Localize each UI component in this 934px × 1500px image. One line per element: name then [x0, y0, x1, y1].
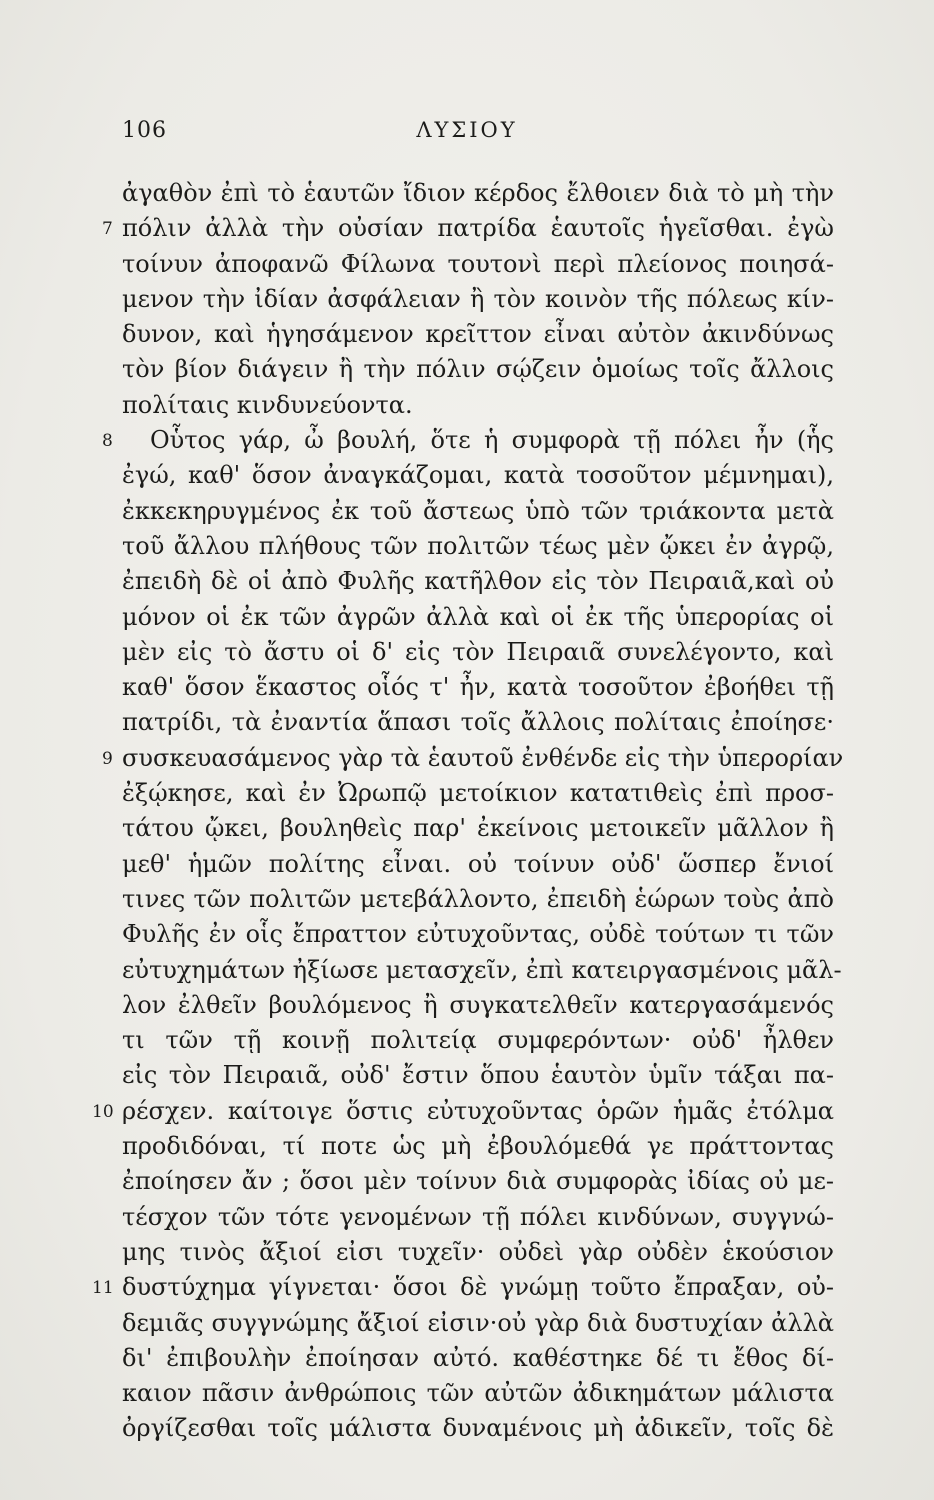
running-head [0, 118, 934, 148]
text-line [122, 635, 834, 670]
line-text: τὸν βίον διάγειν ἢ τὴν πόλιν σῴζειν ὁμοίως τοῖς ἄλλοις [122, 355, 834, 384]
text-line [122, 282, 834, 317]
running-title: ΛΥΣΙΟΥ [416, 118, 518, 142]
line-text: τι τῶν τῇ κοινῇ πολιτείᾳ συμφερόντων· οὐδ' ἦλθεν [122, 1026, 834, 1055]
line-text: πατρίδι, τὰ ἐναντία ἅπασι τοῖς ἄλλοις πολίταις ἐποίησε· [122, 708, 834, 737]
section-number: 11 [92, 1278, 114, 1299]
section-number: 10 [92, 1101, 114, 1122]
line-text: πολίταις κινδυνεύοντα. [122, 390, 413, 419]
line-text: μὲν εἰς τὸ ἄστυ οἱ δ' εἰς τὸν Πειραιᾶ συνελέγοντο, καὶ [122, 637, 834, 666]
line-text: Φυλῆς ἐν οἷς ἔπραττον εὐτυχοῦντας, οὐδὲ τούτων τι τῶν [122, 920, 834, 949]
line-text: μεθ' ἡμῶν πολίτης εἶναι. οὐ τοίνυν οὐδ' ὥσπερ ἔνιοί [122, 849, 834, 878]
text-line [122, 352, 834, 387]
text-line [122, 564, 834, 599]
text-line [122, 776, 834, 811]
body-text [92, 176, 844, 1447]
text-line [122, 176, 834, 211]
text-line [122, 882, 834, 917]
text-line [122, 247, 834, 282]
line-text: πόλιν ἀλλὰ τὴν οὐσίαν πατρίδα ἑαυτοῖς ἡγεῖσθαι. ἐγὼ [122, 214, 834, 243]
text-line [122, 1164, 834, 1199]
line-text: μης τινὸς ἄξιοί εἰσι τυχεῖν· οὐδεὶ γὰρ οὐδὲν ἑκούσιον [122, 1237, 834, 1266]
section-number: 8 [102, 431, 113, 452]
line-text: δι' ἐπιβουλὴν ἐποίησαν αὐτό. καθέστηκε δέ τι ἔθος δί- [122, 1343, 834, 1372]
text-line [122, 388, 834, 423]
line-text: τάτου ᾤκει, βουληθεὶς παρ' ἐκείνοις μετοικεῖν μᾶλλον ἢ [122, 814, 834, 843]
line-text: τοῦ ἄλλου πλήθους τῶν πολιτῶν τέως μὲν ᾤκει ἐν ἀγρῷ, [122, 531, 834, 560]
text-line [122, 494, 834, 529]
line-text: εἰς τὸν Πειραιᾶ, οὐδ' ἔστιν ὅπου ἑαυτὸν ὑμῖν τάξαι πα- [122, 1061, 834, 1090]
line-text: ἐκκεκηρυγμένος ἐκ τοῦ ἄστεως ὑπὸ τῶν τριάκοντα μετὰ [122, 496, 834, 525]
line-text: ἐποίησεν ἄν ; ὅσοι μὲν τοίνυν διὰ συμφορὰς ἰδίας οὐ με- [122, 1167, 834, 1196]
text-line [122, 988, 834, 1023]
text-line [122, 1058, 834, 1093]
text-line [122, 1411, 834, 1446]
line-text: δυστύχημα γίγνεται· ὅσοι δὲ γνώμῃ τοῦτο ἔπραξαν, οὐ- [122, 1273, 834, 1302]
text-line [122, 1306, 834, 1341]
text-line [102, 211, 834, 246]
line-text: ἐγώ, καθ' ὅσον ἀναγκάζομαι, κατὰ τοσοῦτον μέμνημαι), [122, 461, 834, 490]
text-line [122, 1023, 834, 1058]
line-text: μόνον οἱ ἐκ τῶν ἀγρῶν ἀλλὰ καὶ οἱ ἐκ τῆς ὑπερορίας οἱ [122, 602, 834, 631]
line-text: συσκευασάμενος γὰρ τὰ ἑαυτοῦ ἐνθένδε εἰς τὴν ὑπερορίαν [122, 743, 844, 772]
section-number: 7 [102, 219, 113, 240]
text-line [122, 1129, 834, 1164]
line-text: τέσχον τῶν τότε γενομένων τῇ πόλει κινδύνων, συγγνώ- [122, 1202, 834, 1231]
page-number: 106 [122, 118, 167, 143]
text-line [122, 1376, 834, 1411]
line-text: μενον τὴν ἰδίαν ἀσφάλειαν ἢ τὸν κοινὸν τῆς πόλεως κίν- [122, 284, 834, 313]
line-text: ἀγαθὸν ἐπὶ τὸ ἑαυτῶν ἴδιον κέρδος ἔλθοιεν διὰ τὸ μὴ τὴν [122, 179, 834, 207]
line-text: καθ' ὅσον ἕκαστος οἷός τ' ἦν, κατὰ τοσοῦτον ἐβοήθει τῇ [122, 673, 834, 702]
line-text: τινες τῶν πολιτῶν μετεβάλλοντο, ἐπειδὴ ἑώρων τοὺς ἀπὸ [122, 884, 834, 913]
line-text: δεμιᾶς συγγνώμης ἄξιοί εἰσιν·οὐ γὰρ διὰ δυστυχίαν ἀλλὰ [122, 1308, 834, 1337]
line-text: εὐτυχημάτων ἠξίωσε μετασχεῖν, ἐπὶ κατειργασμένοις μᾶλ- [122, 955, 842, 984]
text-line [122, 1200, 834, 1235]
text-line [122, 917, 834, 952]
line-text: ἐξῴκησε, καὶ ἐν Ὠρωπῷ μετοίκιον κατατιθεὶς ἐπὶ προσ- [122, 779, 834, 808]
line-text: δυνον, καὶ ἡγησάμενον κρεῖττον εἶναι αὐτὸν ἀκινδύνως [122, 320, 834, 349]
text-line [122, 670, 834, 705]
line-text: ἐπειδὴ δὲ οἱ ἀπὸ Φυλῆς κατῆλθον εἰς τὸν Πειραιᾶ,καὶ οὐ [122, 567, 834, 596]
text-line [122, 600, 834, 635]
text-line [122, 705, 834, 740]
text-line [92, 1270, 834, 1305]
line-text: προδιδόναι, τί ποτε ὡς μὴ ἐβουλόμεθά γε πράττοντας [122, 1132, 834, 1161]
text-line [122, 317, 834, 352]
text-line [102, 741, 844, 776]
section-number: 9 [102, 748, 113, 769]
text-line [122, 458, 834, 493]
text-line [122, 1235, 834, 1270]
line-text: Οὗτος γάρ, ὦ βουλή, ὅτε ἡ συμφορὰ τῇ πόλει ἦν (ἧς [150, 426, 834, 455]
line-text: καιον πᾶσιν ἀνθρώποις τῶν αὐτῶν ἀδικημάτων μάλιστα [122, 1379, 834, 1408]
line-text: τοίνυν ἀποφανῶ Φίλωνα τουτονὶ περὶ πλείονος ποιησά- [122, 249, 834, 278]
text-line [122, 1341, 834, 1376]
text-line [92, 1094, 834, 1129]
text-line [102, 423, 834, 458]
text-line [122, 529, 834, 564]
line-text: ρέσχεν. καίτοιγε ὅστις εὐτυχοῦντας ὁρῶν ἡμᾶς ἐτόλμα [122, 1096, 834, 1125]
line-text: ὀργίζεσθαι τοῖς μάλιστα δυναμένοις μὴ ἀδικεῖν, τοῖς δὲ [122, 1414, 834, 1443]
text-line [122, 847, 834, 882]
text-line [122, 953, 842, 988]
text-line [122, 811, 834, 846]
line-text: λον ἐλθεῖν βουλόμενος ἢ συγκατελθεῖν κατεργασάμενός [122, 990, 834, 1019]
